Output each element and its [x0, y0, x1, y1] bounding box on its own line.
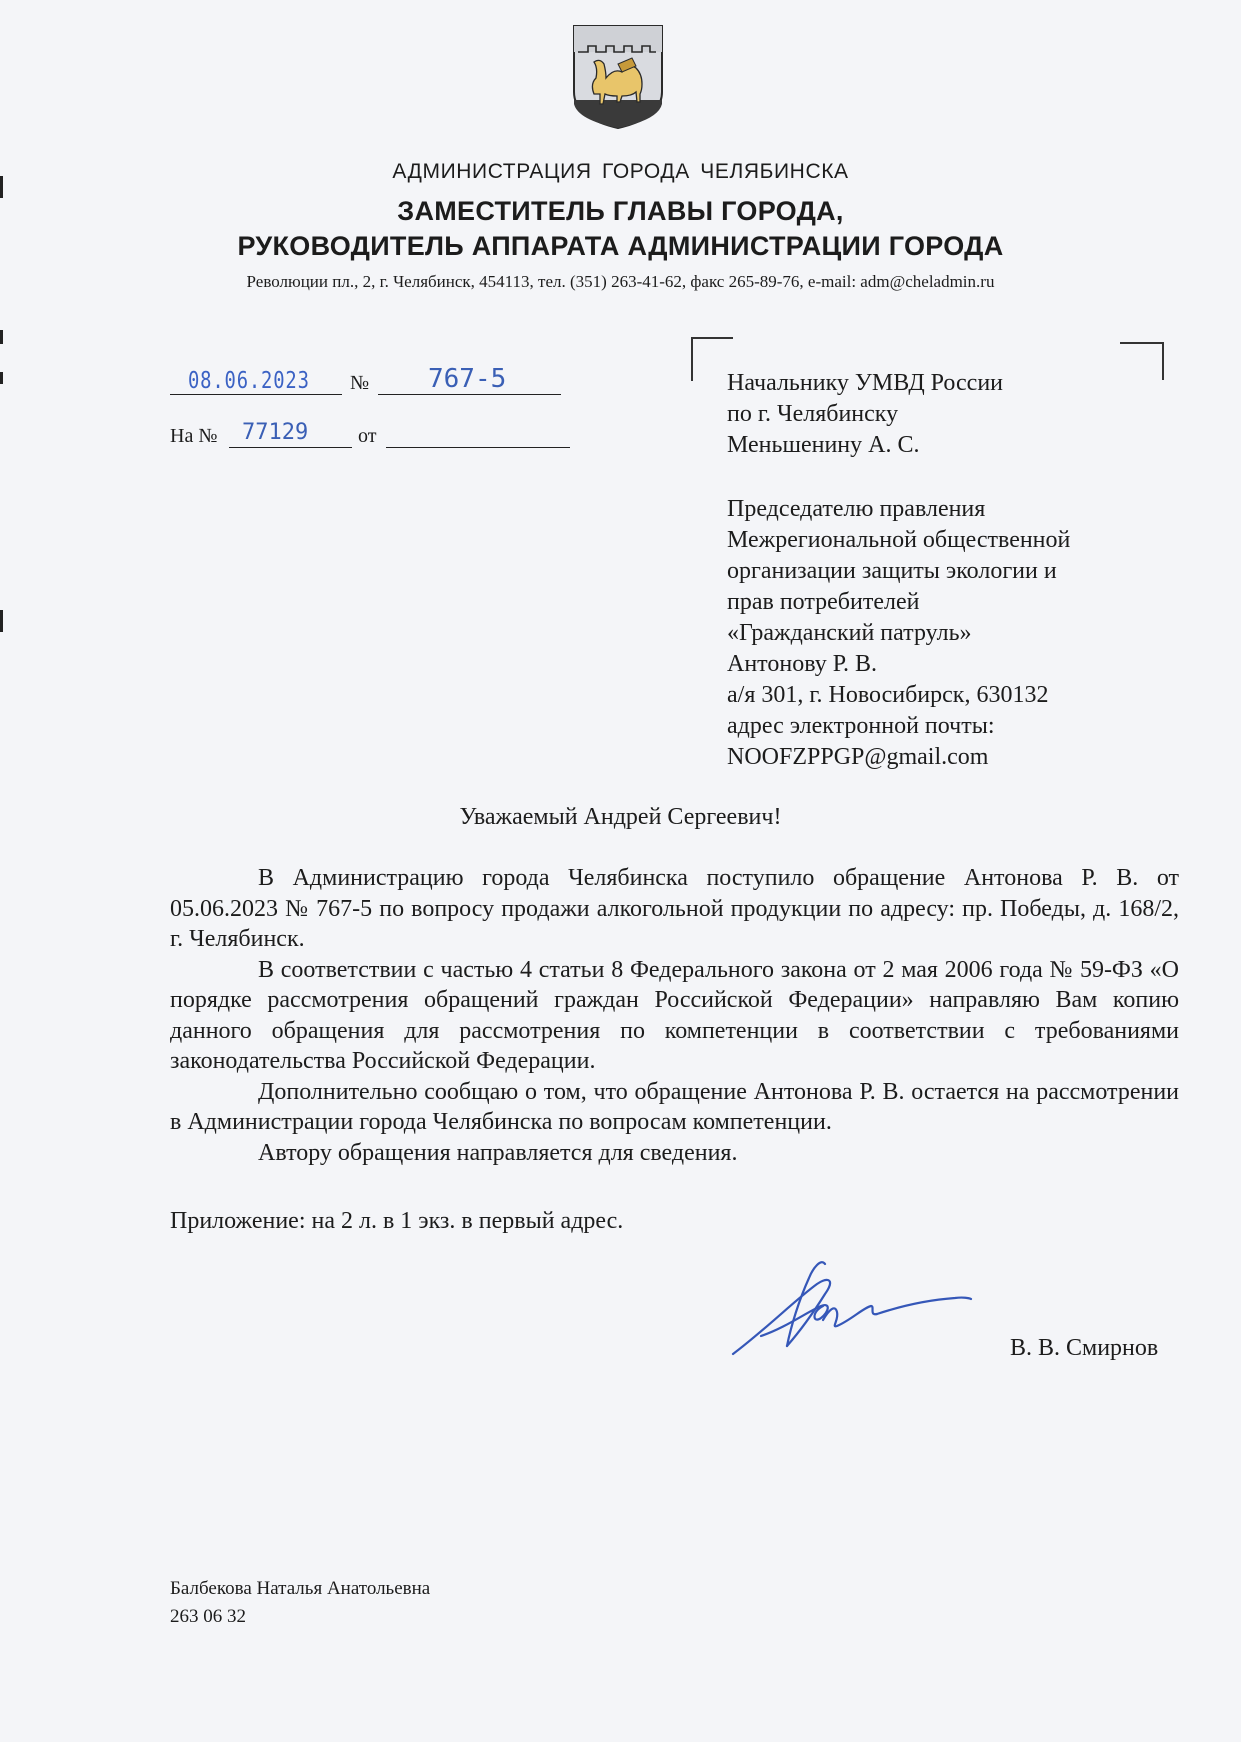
letter-body: [170, 863, 1179, 1168]
addressee-second-line: Антонову Р. В.: [727, 651, 878, 677]
reference-date-underline: [386, 447, 570, 448]
addressee-second-line: Председателю правления: [727, 496, 986, 522]
body-paragraph: Дополнительно сообщаю о том, что обращение Антонова Р. В. остается на рассмотрении в Администрации города Челябинска по вопросам компетенции.: [170, 1078, 1179, 1135]
scan-edge-mark: [0, 372, 3, 384]
reference-number-underline: [229, 447, 352, 448]
addressee-second-line: а/я 301, г. Новосибирск, 630132: [727, 682, 1049, 708]
scan-edge-mark: [0, 330, 3, 344]
addressee-second-line: адрес электронной почты:: [727, 713, 995, 739]
organization-name: АДМИНИСТРАЦИЯ ГОРОДА ЧЕЛЯБИНСКА: [392, 160, 849, 183]
contact-line: Революции пл., 2, г. Челябинск, 454113, тел. (351) 263-41-62, факс 265-89-76, e-mail: adm@cheladmin.ru: [246, 272, 995, 291]
salutation: Уважаемый Андрей Сергеевич!: [459, 804, 782, 830]
registration-number-handwritten: 767-5: [428, 364, 507, 394]
addressee-second-line: «Гражданский патруль»: [727, 620, 972, 646]
signer-name: В. В. Смирнов: [1010, 1335, 1159, 1361]
body-paragraph: В соответствии с частью 4 статьи 8 Федерального закона от 2 мая 2006 года № 59-ФЗ «О порядке рассмотрения обращений граждан Российской Федерации» направляю Вам копию данного обращения для рассмотрения по компетенции в соответствии с требованиями законодательства Российской Федерации.: [170, 956, 1179, 1074]
attachment-note: Приложение: на 2 л. в 1 экз. в первый адрес.: [170, 1208, 624, 1234]
reference-number-handwritten: 77129: [242, 420, 309, 445]
position-title-line2: РУКОВОДИТЕЛЬ АППАРАТА АДМИНИСТРАЦИИ ГОРОДА: [237, 231, 1004, 261]
position-title-line1: ЗАМЕСТИТЕЛЬ ГЛАВЫ ГОРОДА,: [397, 196, 844, 226]
reference-label: На №: [170, 425, 218, 447]
addressee-bracket-right: [1120, 342, 1164, 380]
date-underline: [170, 394, 342, 395]
addressee-first-line: Начальнику УМВД России: [727, 370, 1004, 396]
registration-date-stamp: 08.06.2023: [188, 368, 310, 394]
addressee-second-line: Межрегиональной общественной: [727, 527, 1071, 553]
body-paragraph: Автору обращения направляется для сведения.: [258, 1139, 738, 1166]
addressee-second: [727, 494, 1070, 773]
executor-info: [170, 1575, 430, 1631]
addressee-second-line: организации защиты экологии и: [727, 558, 1057, 584]
addressee-first-line: Меньшенину А. С.: [727, 432, 920, 458]
addressee-second-line: прав потребителей: [727, 589, 920, 615]
body-paragraph: В Администрацию города Челябинска поступило обращение Антонова Р. В. от 05.06.2023 № 767-5 по вопросу продажи алкогольной продукции по адресу: пр. Победы, д. 168/2, г. Челябинск.: [170, 865, 1179, 952]
number-label: №: [350, 372, 370, 394]
scan-edge-mark: [0, 610, 3, 632]
executor-name: Балбекова Наталья Анатольевна: [170, 1578, 431, 1599]
handwritten-signature: [725, 1250, 975, 1365]
addressee-first-line: по г. Челябинску: [727, 401, 899, 427]
number-underline: [378, 394, 561, 395]
addressee-first: [727, 368, 1003, 461]
chelyabinsk-camel-emblem-icon: [570, 22, 666, 130]
executor-phone: 263 06 32: [170, 1606, 246, 1627]
from-label: от: [358, 425, 377, 447]
addressee-second-line: NOOFZPPGP@gmail.com: [727, 744, 989, 770]
